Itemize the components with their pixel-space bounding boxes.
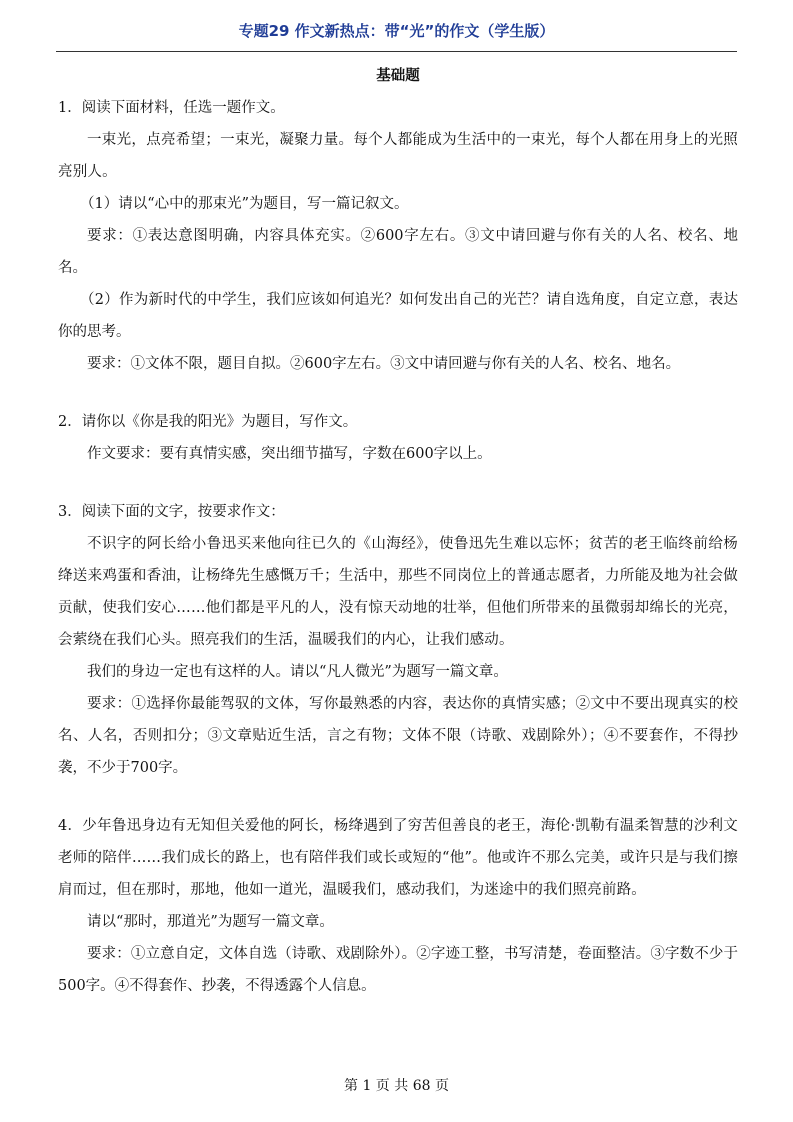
spacer <box>58 470 738 496</box>
question-4 <box>58 810 738 1002</box>
question-4-prompt: 请以“那时，那道光”为题写一篇文章。 <box>87 914 334 930</box>
question-1-sub2-requirements: 要求：①文体不限，题目自拟。②600字左右。③文中请回避与你有关的人名、校名、地名。 <box>87 356 681 372</box>
page-number-footer: 第 1 页 共 68 页 <box>344 1078 449 1094</box>
question-3-stem: 3．阅读下面的文字，按要求作文： <box>58 504 285 520</box>
section-title: 基础题 <box>376 67 420 84</box>
question-3-prompt: 我们的身边一定也有这样的人。请以“凡人微光”为题写一篇文章。 <box>87 664 508 680</box>
question-1 <box>58 92 738 380</box>
question-4-requirements: 要求：①立意自定，文体自选（诗歌、戏剧除外）。②字迹工整，书写清楚，卷面整洁。③字数不少于500字。④不得套作、抄袭，不得透露个人信息。 <box>58 946 738 994</box>
question-2-stem: 2．请你以《你是我的阳光》为题目，写作文。 <box>58 414 358 430</box>
question-2 <box>58 406 738 470</box>
header-divider <box>56 51 737 52</box>
question-1-sub1-requirements: 要求：①表达意图明确，内容具体充实。②600字左右。③文中请回避与你有关的人名、校名、地名。 <box>58 228 738 276</box>
question-1-stem: 1．阅读下面材料，任选一题作文。 <box>58 100 285 116</box>
question-3-requirements: 要求：①选择你最能驾驭的文体，写你最熟悉的内容，表达你的真情实感；②文中不要出现真实的校名、人名，否则扣分；③文章贴近生活，言之有物；文体不限（诗歌、戏剧除外）；④不要套作，不得抄袭，不少于700字。 <box>58 696 738 776</box>
document-header-title: 专题29 作文新热点：带“光”的作文（学生版） <box>238 22 555 40</box>
spacer <box>58 380 738 406</box>
document-body <box>58 60 738 1002</box>
question-3-material: 不识字的阿长给小鲁迅买来他向往已久的《山海经》，使鲁迅先生难以忘怀；贫苦的老王临终前给杨绛送来鸡蛋和香油，让杨绛先生感慨万千；生活中，那些不同岗位上的普通志愿者，力所能及地为社会做贡献，使我们安心……他们都是平凡的人，没有惊天动地的壮举，但他们所带来的虽微弱却绵长的光亮，会萦绕在我们心头。照亮我们的生活，温暖我们的内心，让我们感动。 <box>58 536 738 648</box>
spacer <box>58 784 738 810</box>
question-3 <box>58 496 738 784</box>
question-1-sub1-prompt: （1）请以“心中的那束光”为题目，写一篇记叙文。 <box>80 196 409 212</box>
question-1-sub2-prompt: （2）作为新时代的中学生，我们应该如何追光？如何发出自己的光芒？请自选角度，自定立意，表达你的思考。 <box>58 292 738 340</box>
question-4-stem-material: 4．少年鲁迅身边有无知但关爱他的阿长，杨绛遇到了穷苦但善良的老王，海伦·凯勒有温柔智慧的沙利文老师的陪伴……我们成长的路上，也有陪伴我们或长或短的“他”。他或许不那么完美，或许只是与我们擦肩而过，但在那时，那地，他如一道光，温暖我们，感动我们，为迷途中的我们照亮前路。 <box>58 818 738 898</box>
question-1-material: 一束光，点亮希望；一束光，凝聚力量。每个人都能成为生活中的一束光，每个人都在用身上的光照亮别人。 <box>58 132 738 180</box>
question-2-requirements: 作文要求：要有真情实感，突出细节描写，字数在600字以上。 <box>87 446 492 462</box>
